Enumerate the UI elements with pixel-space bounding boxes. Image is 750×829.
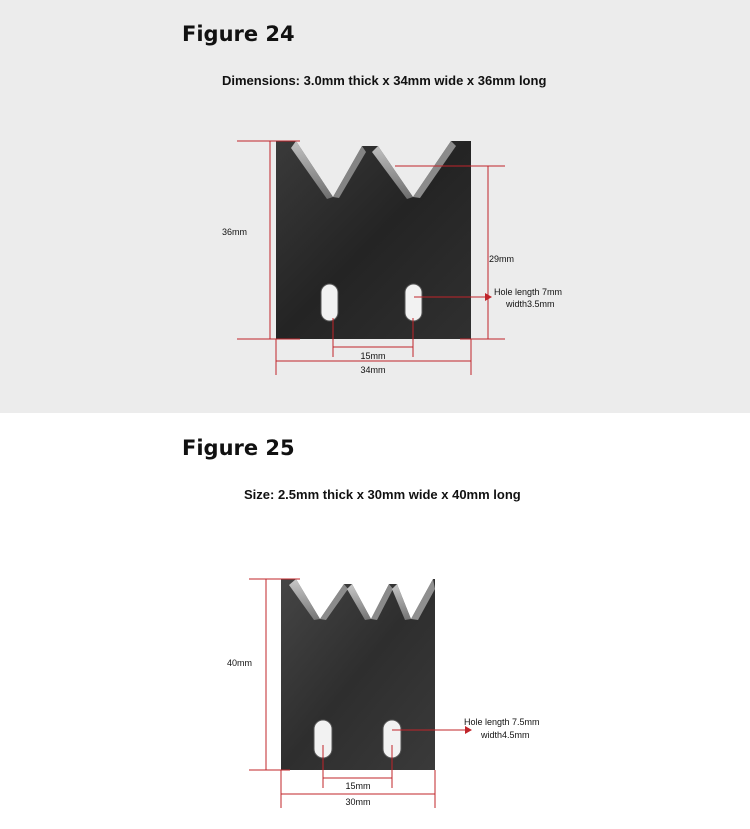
- figure-25-height-label: 40mm: [227, 658, 253, 668]
- figure-24-notch-height-label: 29mm: [489, 254, 515, 264]
- figure-25-panel: [0, 413, 750, 829]
- blade-24-hole-left: [321, 284, 338, 321]
- blade-24-body: [276, 141, 471, 339]
- blade-24-hole-right: [405, 284, 422, 321]
- figure-24-dimensions: Dimensions: 3.0mm thick x 34mm wide x 36mm long: [222, 73, 547, 88]
- blade-25-diagram: [0, 413, 750, 829]
- figure-25-dimensions: Size: 2.5mm thick x 30mm wide x 40mm long: [244, 487, 521, 502]
- figure-24-height-label: 36mm: [222, 227, 248, 237]
- figure-25-spacing-label: 15mm: [345, 781, 371, 791]
- arrow-head-25: [465, 726, 472, 734]
- figure-25-hole-label-line2: width4.5mm: [481, 730, 530, 740]
- figure-24-title: Figure 24: [182, 22, 295, 46]
- figure-24-spacing-label: 15mm: [360, 351, 386, 361]
- figure-25-title: Figure 25: [182, 436, 295, 460]
- figure-24-hole-label-line1: Hole length 7mm: [494, 287, 563, 297]
- figure-25-width-label: 30mm: [345, 797, 371, 807]
- figure-24-width-label: 34mm: [360, 365, 386, 375]
- figure-24-panel: [0, 0, 750, 413]
- figure-25-hole-label-line1: Hole length 7.5mm: [464, 717, 540, 727]
- figure-24-hole-label-line2: width3.5mm: [506, 299, 555, 309]
